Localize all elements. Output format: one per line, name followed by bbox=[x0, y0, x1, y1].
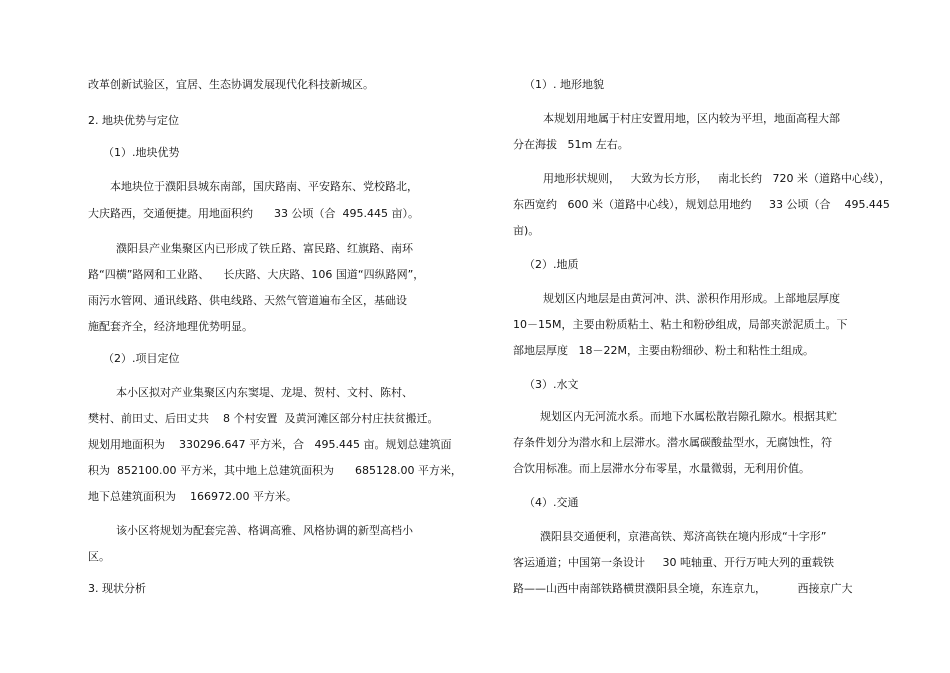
right-text-line: 东西宽约 600 米（道路中心线），规划总用地约 33 公顷（合 495.445 bbox=[513, 198, 890, 211]
left-text-line: 本地块位于濮阳县城东南部，国庆路南、平安路东、党校路北， bbox=[110, 180, 418, 193]
left-text-line: 濮阳县产业集聚区内已形成了铁丘路、富民路、红旗路、南环 bbox=[116, 242, 413, 255]
right-text-line: 10－15M，主要由粉质粘土、粘土和粉砂组成，局部夹淤泥质土。下 bbox=[513, 318, 848, 331]
left-text-line: 雨污水管网、通讯线路、供电线路、天然气管道遍布全区，基础设 bbox=[88, 294, 407, 307]
right-text-line: 濮阳县交通便利，京港高铁、郑济高铁在境内形成“十字形” bbox=[540, 530, 827, 543]
right-text-line: 路——山西中南部铁路横贯濮阳县全境，东连京九， 西接京广大 bbox=[513, 582, 853, 595]
left-text-line: 地下总建筑面积为 166972.00 平方米。 bbox=[88, 490, 297, 503]
left-text-line: 规划用地面积为 330296.647 平方米，合 495.445 亩。规划总建筑面 bbox=[88, 438, 452, 451]
section-heading: 2. 地块优势与定位 bbox=[88, 114, 179, 127]
right-text-line: 客运通道；中国第一条设计 30 吨轴重、开行万吨大列的重载铁 bbox=[513, 556, 834, 569]
left-text-line: 路“四横”路网和工业路、 长庆路、大庆路、106 国道“四纵路网”， bbox=[88, 268, 425, 281]
right-text-line: 规划区内无河流水系。而地下水属松散岩隙孔隙水。根据其贮 bbox=[540, 410, 837, 423]
right-text-line: 分在海拔 51m 左右。 bbox=[513, 138, 629, 151]
right-text-line: 合饮用标准。而上层滞水分布零星，水量微弱，无利用价值。 bbox=[513, 462, 810, 475]
right-text-line: 本规划用地属于村庄安置用地，区内较为平坦，地面高程大部 bbox=[543, 112, 840, 125]
right-text-line: 亩)。 bbox=[513, 224, 540, 237]
right-text-line: 部地层厚度 18－22M，主要由粉细砂、粉土和粘性土组成。 bbox=[513, 344, 814, 357]
left-text-line: 施配套齐全，经济地理优势明显。 bbox=[88, 320, 253, 333]
subsection-heading: （2）.项目定位 bbox=[103, 352, 180, 365]
left-text-line: 积为 852100.00 平方米，其中地上总建筑面积为 685128.00 平方米， bbox=[88, 464, 462, 477]
subsection-heading: （1）.地块优势 bbox=[103, 146, 180, 159]
subsection-heading: （4）.交通 bbox=[524, 496, 579, 509]
left-text-line: 大庆路西，交通便捷。用地面积约 33 公顷（合 495.445 亩）。 bbox=[88, 207, 419, 220]
left-text-line: 改革创新试验区，宜居、生态协调发展现代化科技新城区。 bbox=[88, 78, 374, 91]
left-text-line: 本小区拟对产业集聚区内东窦堤、龙堤、贺村、文村、陈村、 bbox=[116, 386, 413, 399]
left-text-line: 区。 bbox=[88, 550, 110, 563]
right-text-line: 用地形状规则， 大致为长方形， 南北长约 720 米（道路中心线）， bbox=[543, 172, 891, 185]
right-text-line: 存条件划分为潜水和上层滞水。潜水属碳酸盐型水，无腐蚀性，符 bbox=[513, 436, 832, 449]
left-text-line: 该小区将规划为配套完善、格调高雅、风格协调的新型高档小 bbox=[116, 524, 413, 537]
subsection-heading: （2）.地质 bbox=[524, 258, 579, 271]
subsection-heading: （1）. 地形地貌 bbox=[524, 78, 604, 91]
section-heading: 3. 现状分析 bbox=[88, 582, 146, 595]
right-text-line: 规划区内地层是由黄河冲、洪、淤积作用形成。上部地层厚度 bbox=[543, 292, 840, 305]
subsection-heading: （3）.水文 bbox=[524, 378, 579, 391]
left-text-line: 樊村、前田丈、后田丈共 8 个村安置 及黄河滩区部分村庄扶贫搬迁。 bbox=[88, 412, 439, 425]
